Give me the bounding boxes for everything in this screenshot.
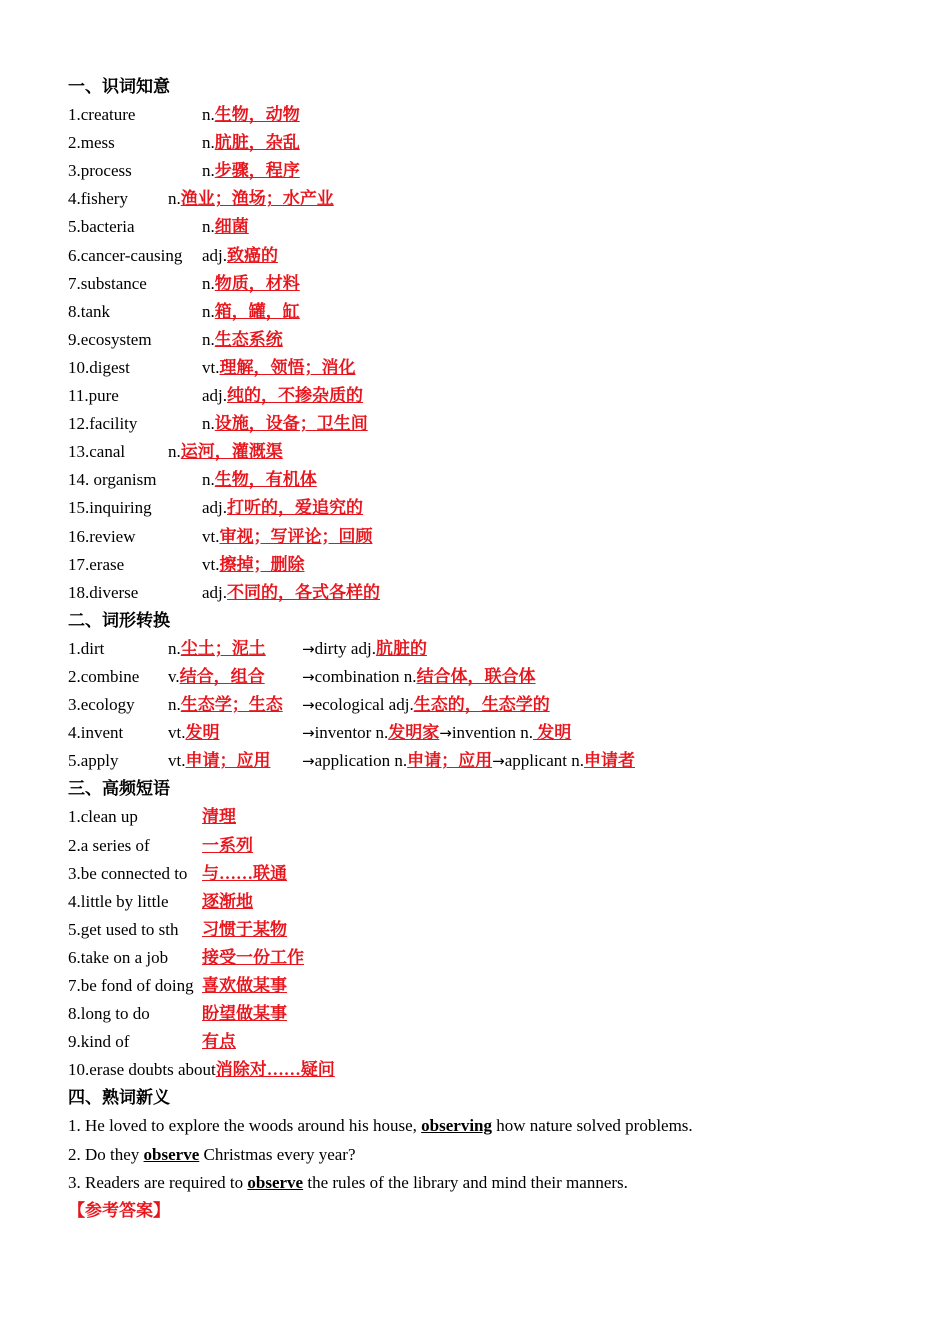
arrow-right-icon: → xyxy=(492,752,505,771)
vocab-pos: n. xyxy=(202,161,215,181)
vocab-pos: n. xyxy=(168,189,181,209)
phrase-meaning: 盼望做某事 xyxy=(202,1004,287,1024)
vocab-row xyxy=(68,523,908,551)
arrow-right-icon: → xyxy=(302,639,315,658)
vocab-row xyxy=(68,326,908,354)
derived-word: dirty adj. xyxy=(314,638,376,658)
transform-definition xyxy=(168,719,219,747)
vocab-word: 2.mess xyxy=(68,133,115,153)
vocab-meaning: 擦掉；删除 xyxy=(219,554,305,574)
vocab-definition xyxy=(168,438,283,466)
transform-meaning: 生态学；生态 xyxy=(180,695,283,715)
vocab-row xyxy=(68,438,908,466)
derived-word: application n. xyxy=(314,751,408,771)
sentence-keyword: observe xyxy=(143,1144,200,1164)
vocab-row xyxy=(68,185,908,213)
vocab-pos: vt. xyxy=(202,526,220,546)
transform-definition xyxy=(168,663,265,691)
vocab-meaning: 生物，有机体 xyxy=(214,470,317,490)
sentence-end: Christmas every year? xyxy=(199,1144,356,1164)
vocab-row xyxy=(68,551,908,579)
derived-meaning: 申请；应用 xyxy=(407,751,493,771)
vocab-row xyxy=(68,410,908,438)
vocab-pos: n. xyxy=(202,329,215,349)
vocab-definition xyxy=(202,101,300,129)
vocab-meaning: 细菌 xyxy=(214,217,249,237)
vocab-definition xyxy=(202,213,249,241)
transform-word: 3.ecology xyxy=(68,695,135,715)
vocab-word: 6.cancer-causing xyxy=(68,245,183,265)
vocab-word: 4.fishery xyxy=(68,189,128,209)
derived-meaning: 肮脏的 xyxy=(375,638,427,658)
sentence-end: how nature solved problems. xyxy=(492,1116,693,1136)
phrase-text: 2.a series of xyxy=(68,835,150,855)
vocab-pos: n. xyxy=(202,217,215,237)
phrase-meaning: 一系列 xyxy=(202,835,253,855)
section2-list xyxy=(68,635,908,775)
derived-meaning: 结合体，联合体 xyxy=(416,666,536,686)
vocab-row xyxy=(68,298,908,326)
transform-word: 2.combine xyxy=(68,666,140,686)
phrase-text: 10.erase doubts about xyxy=(68,1060,216,1080)
phrase-meaning: 接受一份工作 xyxy=(202,947,304,967)
vocab-word: 17.erase xyxy=(68,554,125,574)
vocab-definition xyxy=(202,157,300,185)
phrase-row xyxy=(68,1028,908,1056)
vocab-meaning: 设施，设备；卫生间 xyxy=(214,414,368,434)
vocab-meaning: 运河，灌溉渠 xyxy=(180,442,283,462)
arrow-right-icon: → xyxy=(302,752,315,771)
section1-list xyxy=(68,101,908,607)
vocab-pos: n. xyxy=(168,442,181,462)
derivation-chain xyxy=(302,691,550,719)
phrase-row xyxy=(68,803,908,831)
vocab-row xyxy=(68,101,908,129)
derived-meaning-2: 发明 xyxy=(533,723,572,743)
vocab-word: 1.creature xyxy=(68,105,136,125)
vocab-word: 7.substance xyxy=(68,273,147,293)
vocab-row xyxy=(68,242,908,270)
transform-word: 1.dirt xyxy=(68,638,105,658)
vocab-word: 12.facility xyxy=(68,414,138,434)
vocab-pos: n. xyxy=(202,133,215,153)
phrase-row xyxy=(68,1056,908,1084)
vocab-row xyxy=(68,213,908,241)
vocab-meaning: 步骤，程序 xyxy=(214,161,300,181)
arrow-right-icon: → xyxy=(302,667,315,686)
vocab-word: 10.digest xyxy=(68,357,130,377)
vocab-pos: adj. xyxy=(202,498,228,518)
transform-meaning: 发明 xyxy=(185,723,220,743)
sentence-row xyxy=(68,1141,908,1169)
section1-title: 一、识词知意 xyxy=(68,77,170,96)
vocab-meaning: 生物，动物 xyxy=(214,105,300,125)
vocab-meaning: 肮脏，杂乱 xyxy=(214,133,300,153)
vocab-row xyxy=(68,466,908,494)
transform-definition xyxy=(168,635,266,663)
sentence-row xyxy=(68,1169,908,1197)
vocab-meaning: 致癌的 xyxy=(227,245,279,265)
vocab-word: 5.bacteria xyxy=(68,217,135,237)
phrase-text: 7.be fond of doing xyxy=(68,976,194,995)
vocab-definition xyxy=(202,579,380,607)
arrow-right-icon: → xyxy=(302,696,315,715)
vocab-definition xyxy=(202,298,300,326)
phrase-row xyxy=(68,1000,908,1028)
derived-word-2: invention n. xyxy=(451,723,534,743)
vocab-word: 13.canal xyxy=(68,442,126,462)
vocab-meaning: 生态系统 xyxy=(214,329,283,349)
arrow-right-icon: → xyxy=(302,724,315,743)
vocab-pos: vt. xyxy=(202,357,220,377)
vocab-definition xyxy=(202,242,278,270)
vocab-row xyxy=(68,354,908,382)
phrase-row xyxy=(68,972,908,1000)
vocab-pos: n. xyxy=(202,470,215,490)
vocab-definition xyxy=(202,270,300,298)
sentence-keyword: observing xyxy=(421,1116,493,1136)
derived-meaning: 发明家 xyxy=(388,723,440,743)
vocab-definition xyxy=(202,523,372,551)
arrow-right-icon: → xyxy=(439,724,452,743)
derived-word: inventor n. xyxy=(314,723,389,743)
phrase-text: 1.clean up xyxy=(68,807,138,827)
transform-definition xyxy=(168,691,283,719)
section2-title: 二、词形转换 xyxy=(68,610,170,630)
transform-meaning: 尘土；泥土 xyxy=(180,638,266,658)
phrase-text: 8.long to do xyxy=(68,1004,150,1024)
phrase-meaning: 逐渐地 xyxy=(202,891,253,911)
derivation-chain xyxy=(302,635,427,663)
vocab-definition xyxy=(202,354,355,382)
vocab-definition xyxy=(202,129,300,157)
derivation-chain xyxy=(302,663,536,691)
transform-row xyxy=(68,635,908,663)
vocab-row xyxy=(68,157,908,185)
transform-meaning: 申请；应用 xyxy=(185,751,271,771)
vocab-definition xyxy=(202,466,317,494)
phrase-row xyxy=(68,832,908,860)
vocab-row xyxy=(68,494,908,522)
vocab-pos: n. xyxy=(202,273,215,293)
phrase-text: 4.little by little xyxy=(68,891,169,911)
vocab-definition xyxy=(168,185,334,213)
phrase-row xyxy=(68,888,908,916)
vocab-definition xyxy=(202,382,363,410)
vocab-meaning: 渔业；渔场；水产业 xyxy=(180,189,334,209)
transform-pos: vt. xyxy=(168,723,186,743)
phrase-meaning: 与……联通 xyxy=(202,863,287,883)
transform-word: 5.apply xyxy=(68,751,119,771)
vocab-word: 16.review xyxy=(68,526,136,546)
vocab-definition xyxy=(202,494,363,522)
transform-row xyxy=(68,663,908,691)
vocab-definition xyxy=(202,551,304,579)
derivation-chain xyxy=(302,719,571,747)
section3-title: 三、高频短语 xyxy=(68,779,170,799)
vocab-word: 15.inquiring xyxy=(68,498,152,518)
vocab-meaning: 理解，领悟；消化 xyxy=(219,357,356,377)
section3-list xyxy=(68,803,908,1084)
section4-list xyxy=(68,1112,908,1196)
sentence-end: the rules of the library and mind their manners. xyxy=(303,1172,628,1192)
phrase-text: 5.get used to sth xyxy=(68,919,179,939)
phrase-meaning: 喜欢做某事 xyxy=(202,976,287,995)
transform-pos: v. xyxy=(168,666,180,686)
transform-word: 4.invent xyxy=(68,723,124,743)
vocab-row xyxy=(68,270,908,298)
vocab-pos: adj. xyxy=(202,386,228,406)
vocab-meaning: 物质，材料 xyxy=(214,273,300,293)
vocab-pos: n. xyxy=(202,301,215,321)
transform-row xyxy=(68,719,908,747)
derived-word: combination n. xyxy=(314,666,417,686)
phrase-text: 3.be connected to xyxy=(68,863,188,883)
vocab-row xyxy=(68,382,908,410)
vocab-meaning: 审视；写评论；回顾 xyxy=(219,526,373,546)
vocab-definition xyxy=(202,410,368,438)
transform-pos: n. xyxy=(168,695,181,715)
vocab-word: 14. organism xyxy=(68,470,157,490)
phrase-meaning: 清理 xyxy=(202,807,236,827)
vocab-meaning: 打听的，爱追究的 xyxy=(227,498,364,518)
phrase-text: 6.take on a job xyxy=(68,947,169,967)
vocab-row xyxy=(68,579,908,607)
vocab-word: 11.pure xyxy=(68,386,119,406)
vocab-word: 9.ecosystem xyxy=(68,329,152,349)
vocab-row xyxy=(68,129,908,157)
phrase-row xyxy=(68,916,908,944)
sentence-start: 3. Readers are required to xyxy=(68,1172,248,1192)
worksheet-page xyxy=(68,73,908,1225)
sentence-start: 2. Do they xyxy=(68,1144,144,1164)
derived-meaning-2: 申请者 xyxy=(584,751,635,771)
phrase-meaning: 有点 xyxy=(202,1032,236,1052)
phrase-row xyxy=(68,944,908,972)
derived-word: ecological adj. xyxy=(314,695,414,715)
section4-title: 四、熟词新义 xyxy=(68,1088,170,1108)
vocab-pos: adj. xyxy=(202,245,228,265)
vocab-meaning: 纯的，不掺杂质的 xyxy=(227,386,364,406)
vocab-pos: vt. xyxy=(202,554,220,574)
vocab-word: 8.tank xyxy=(68,301,111,321)
phrase-text: 9.kind of xyxy=(68,1032,130,1052)
vocab-meaning: 不同的，各式各样的 xyxy=(227,582,381,602)
transform-definition xyxy=(168,747,270,775)
vocab-word: 3.process xyxy=(68,161,132,181)
vocab-meaning: 箱，罐，缸 xyxy=(214,301,300,321)
phrase-meaning: 习惯于某物 xyxy=(202,919,287,939)
transform-pos: vt. xyxy=(168,751,186,771)
transform-row xyxy=(68,691,908,719)
vocab-pos: adj. xyxy=(202,582,228,602)
sentence-start: 1. He loved to explore the woods around his house, xyxy=(68,1116,422,1136)
vocab-pos: n. xyxy=(202,105,215,125)
derivation-chain xyxy=(302,747,635,775)
phrase-row xyxy=(68,860,908,888)
sentence-row xyxy=(68,1112,908,1140)
vocab-pos: n. xyxy=(202,414,215,434)
derived-word-2: applicant n. xyxy=(504,751,584,771)
answer-title: 【参考答案】 xyxy=(68,1200,170,1220)
vocab-word: 18.diverse xyxy=(68,582,139,602)
transform-meaning: 结合，组合 xyxy=(179,666,265,686)
phrase-meaning: 消除对……疑问 xyxy=(215,1060,335,1080)
derived-meaning: 生态的，生态学的 xyxy=(413,695,550,715)
transform-row xyxy=(68,747,908,775)
sentence-keyword: observe xyxy=(247,1172,304,1192)
vocab-definition xyxy=(202,326,283,354)
transform-pos: n. xyxy=(168,638,181,658)
